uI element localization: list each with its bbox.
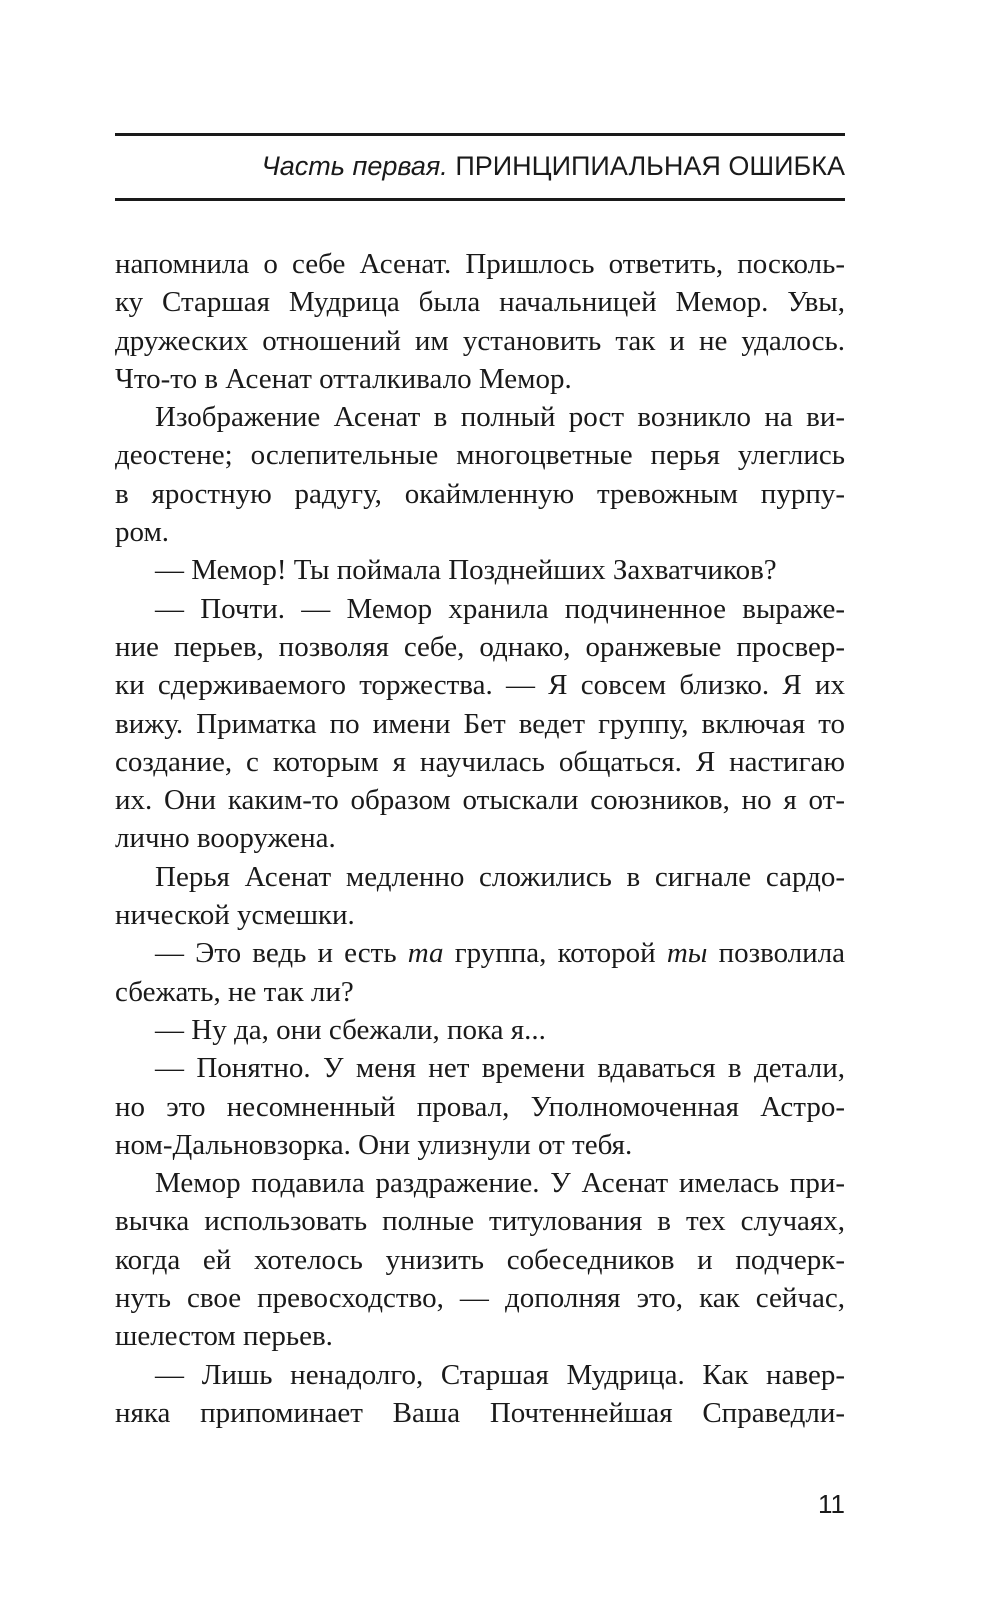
text-line: — Понятно. У меня нет времени вдаваться в детали, (155, 1052, 845, 1085)
text-line: — Почти. — Мемор хранила подчиненное выраже- (155, 592, 845, 625)
text-line: когда ей хотелось унизить собеседников и подчерк- (115, 1243, 845, 1276)
text-line: ром. (115, 516, 170, 549)
text-line: лично вооружена. (115, 822, 336, 855)
text-line (115, 934, 845, 972)
text-line: в яростную радугу, окаймленную тревожным пурпу- (115, 477, 845, 510)
text-line: дружеских отношений им установить так и не удалось. (115, 324, 845, 357)
text-line: Что-то в Асенат отталкивало Мемор. (115, 362, 572, 395)
text-line: нической усмешки. (115, 899, 355, 932)
running-head-part-label: Часть первая. (261, 151, 448, 181)
text-line: Перья Асенат медленно сложились в сигнале сардо- (155, 860, 845, 893)
text-line-part: группа, которой (454, 937, 656, 970)
page-text (115, 245, 845, 1432)
text-line: ном-Дальновзорка. Они улизнули от тебя. (115, 1128, 633, 1161)
text-line: шелестом перьев. (115, 1320, 333, 1353)
text-line: сбежать, не так ли? (115, 975, 354, 1008)
text-line: Изображение Асенат в полный рост возникло на ви- (155, 401, 845, 434)
text-line: — Ну да, они сбежали, пока я... (155, 1013, 546, 1046)
text-line: создание, с которым я научилась общаться. Я настигаю (115, 745, 845, 778)
text-line: ки сдерживаемого торжества. — Я совсем близко. Я их (115, 669, 845, 702)
text-line: вижу. Приматка по имени Бет ведет группу, включая то (115, 707, 845, 740)
text-line: нуть свое превосходство, — дополняя это, как сейчас, (115, 1282, 845, 1315)
text-line-part: — Это ведь и есть (155, 937, 397, 970)
text-line: вычка использовать полные титулования в тех случаях, (115, 1205, 845, 1238)
text-line: их. Они каким-то образом отыскали союзников, но я от- (115, 784, 845, 817)
text-line-part: позволила (718, 937, 846, 970)
text-line: — Мемор! Ты поймала Позднейших Захватчиков? (155, 554, 777, 587)
text-line-part: напомнила о себе Асенат. Пришлось ответить, поско (115, 248, 808, 280)
italic-word: та (407, 937, 444, 970)
header-rule-bottom (115, 198, 845, 201)
text-line: ку Старшая Мудрица была начальницей Мемор. Увы, (115, 286, 845, 319)
text-line-part: ль- (807, 248, 845, 280)
text-line: Мемор подавила раздражение. У Асенат имелась при- (155, 1167, 845, 1200)
header-rule-top (115, 133, 845, 136)
text-line: деостене; ослепительные многоцветные перья улеглись (115, 439, 845, 472)
text-line: — Лишь ненадолго, Старшая Мудрица. Как навер- (155, 1358, 845, 1391)
text-line: но это несомненный провал, Уполномоченная Астро- (115, 1090, 845, 1123)
text-line: няка припоминает Ваша Почтеннейшая Справедли- (115, 1396, 845, 1429)
italic-word: ты (666, 937, 708, 970)
text-line: ние перьев, позволяя себе, однако, оранжевые просвер- (115, 630, 845, 663)
running-head (115, 148, 845, 184)
page-number: 11 (818, 1489, 845, 1519)
running-head-title: ПРИНЦИПИАЛЬНАЯ ОШИБКА (455, 151, 845, 181)
text-line (115, 245, 845, 283)
